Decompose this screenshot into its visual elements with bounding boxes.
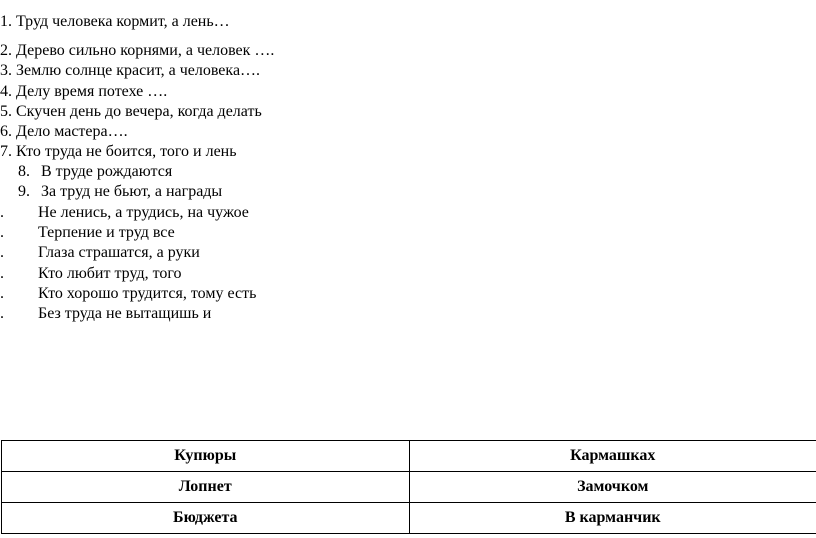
proverb-bullet-text: Кто любит труд, того (38, 265, 182, 282)
bullet-marker: . (0, 244, 4, 261)
word-table (1, 440, 816, 534)
proverb-4: 4. Делу время потехе …. (0, 83, 168, 100)
bullet-marker: . (0, 224, 4, 241)
table-row (2, 441, 816, 472)
proverb-2: 2. Дерево сильно корнями, а человек …. (0, 42, 275, 59)
table-row (2, 472, 816, 503)
proverb-5: 5. Скучен день до вечера, когда делать (0, 103, 262, 120)
bullet-marker: . (0, 265, 4, 282)
table-cell: Замочком (409, 472, 816, 503)
proverb-3: 3. Землю солнце красит, а человека…. (0, 62, 261, 79)
table-row (2, 503, 816, 534)
proverb-8-number: 8. (18, 163, 30, 180)
bullet-marker: . (0, 285, 4, 302)
table-cell: Бюджета (2, 503, 410, 534)
table-cell: В карманчик (409, 503, 816, 534)
proverb-6: 6. Дело мастера…. (0, 123, 128, 140)
table-cell: Купюры (2, 441, 410, 472)
proverb-bullet-text: Без труда не вытащишь и (38, 305, 212, 322)
proverb-7: 7. Кто труда не боится, того и лень (0, 143, 237, 160)
proverb-9-number: 9. (18, 183, 30, 200)
proverb-8-text: В труде рождаются (41, 163, 173, 180)
proverb-9-text: За труд не бьют, а награды (41, 183, 223, 200)
proverb-bullet-text: Не ленись, а трудись, на чужое (38, 204, 249, 221)
proverb-bullet-text: Кто хорошо трудится, тому есть (38, 285, 257, 302)
proverb-bullet-text: Терпение и труд все (38, 224, 175, 241)
bullet-marker: . (0, 305, 4, 322)
proverb-1: 1. Труд человека кормит, а лень… (0, 13, 230, 30)
table-cell: Кармашках (409, 441, 816, 472)
table-cell: Лопнет (2, 472, 410, 503)
bullet-marker: . (0, 204, 4, 221)
proverb-bullet-text: Глаза страшатся, а руки (38, 244, 200, 261)
